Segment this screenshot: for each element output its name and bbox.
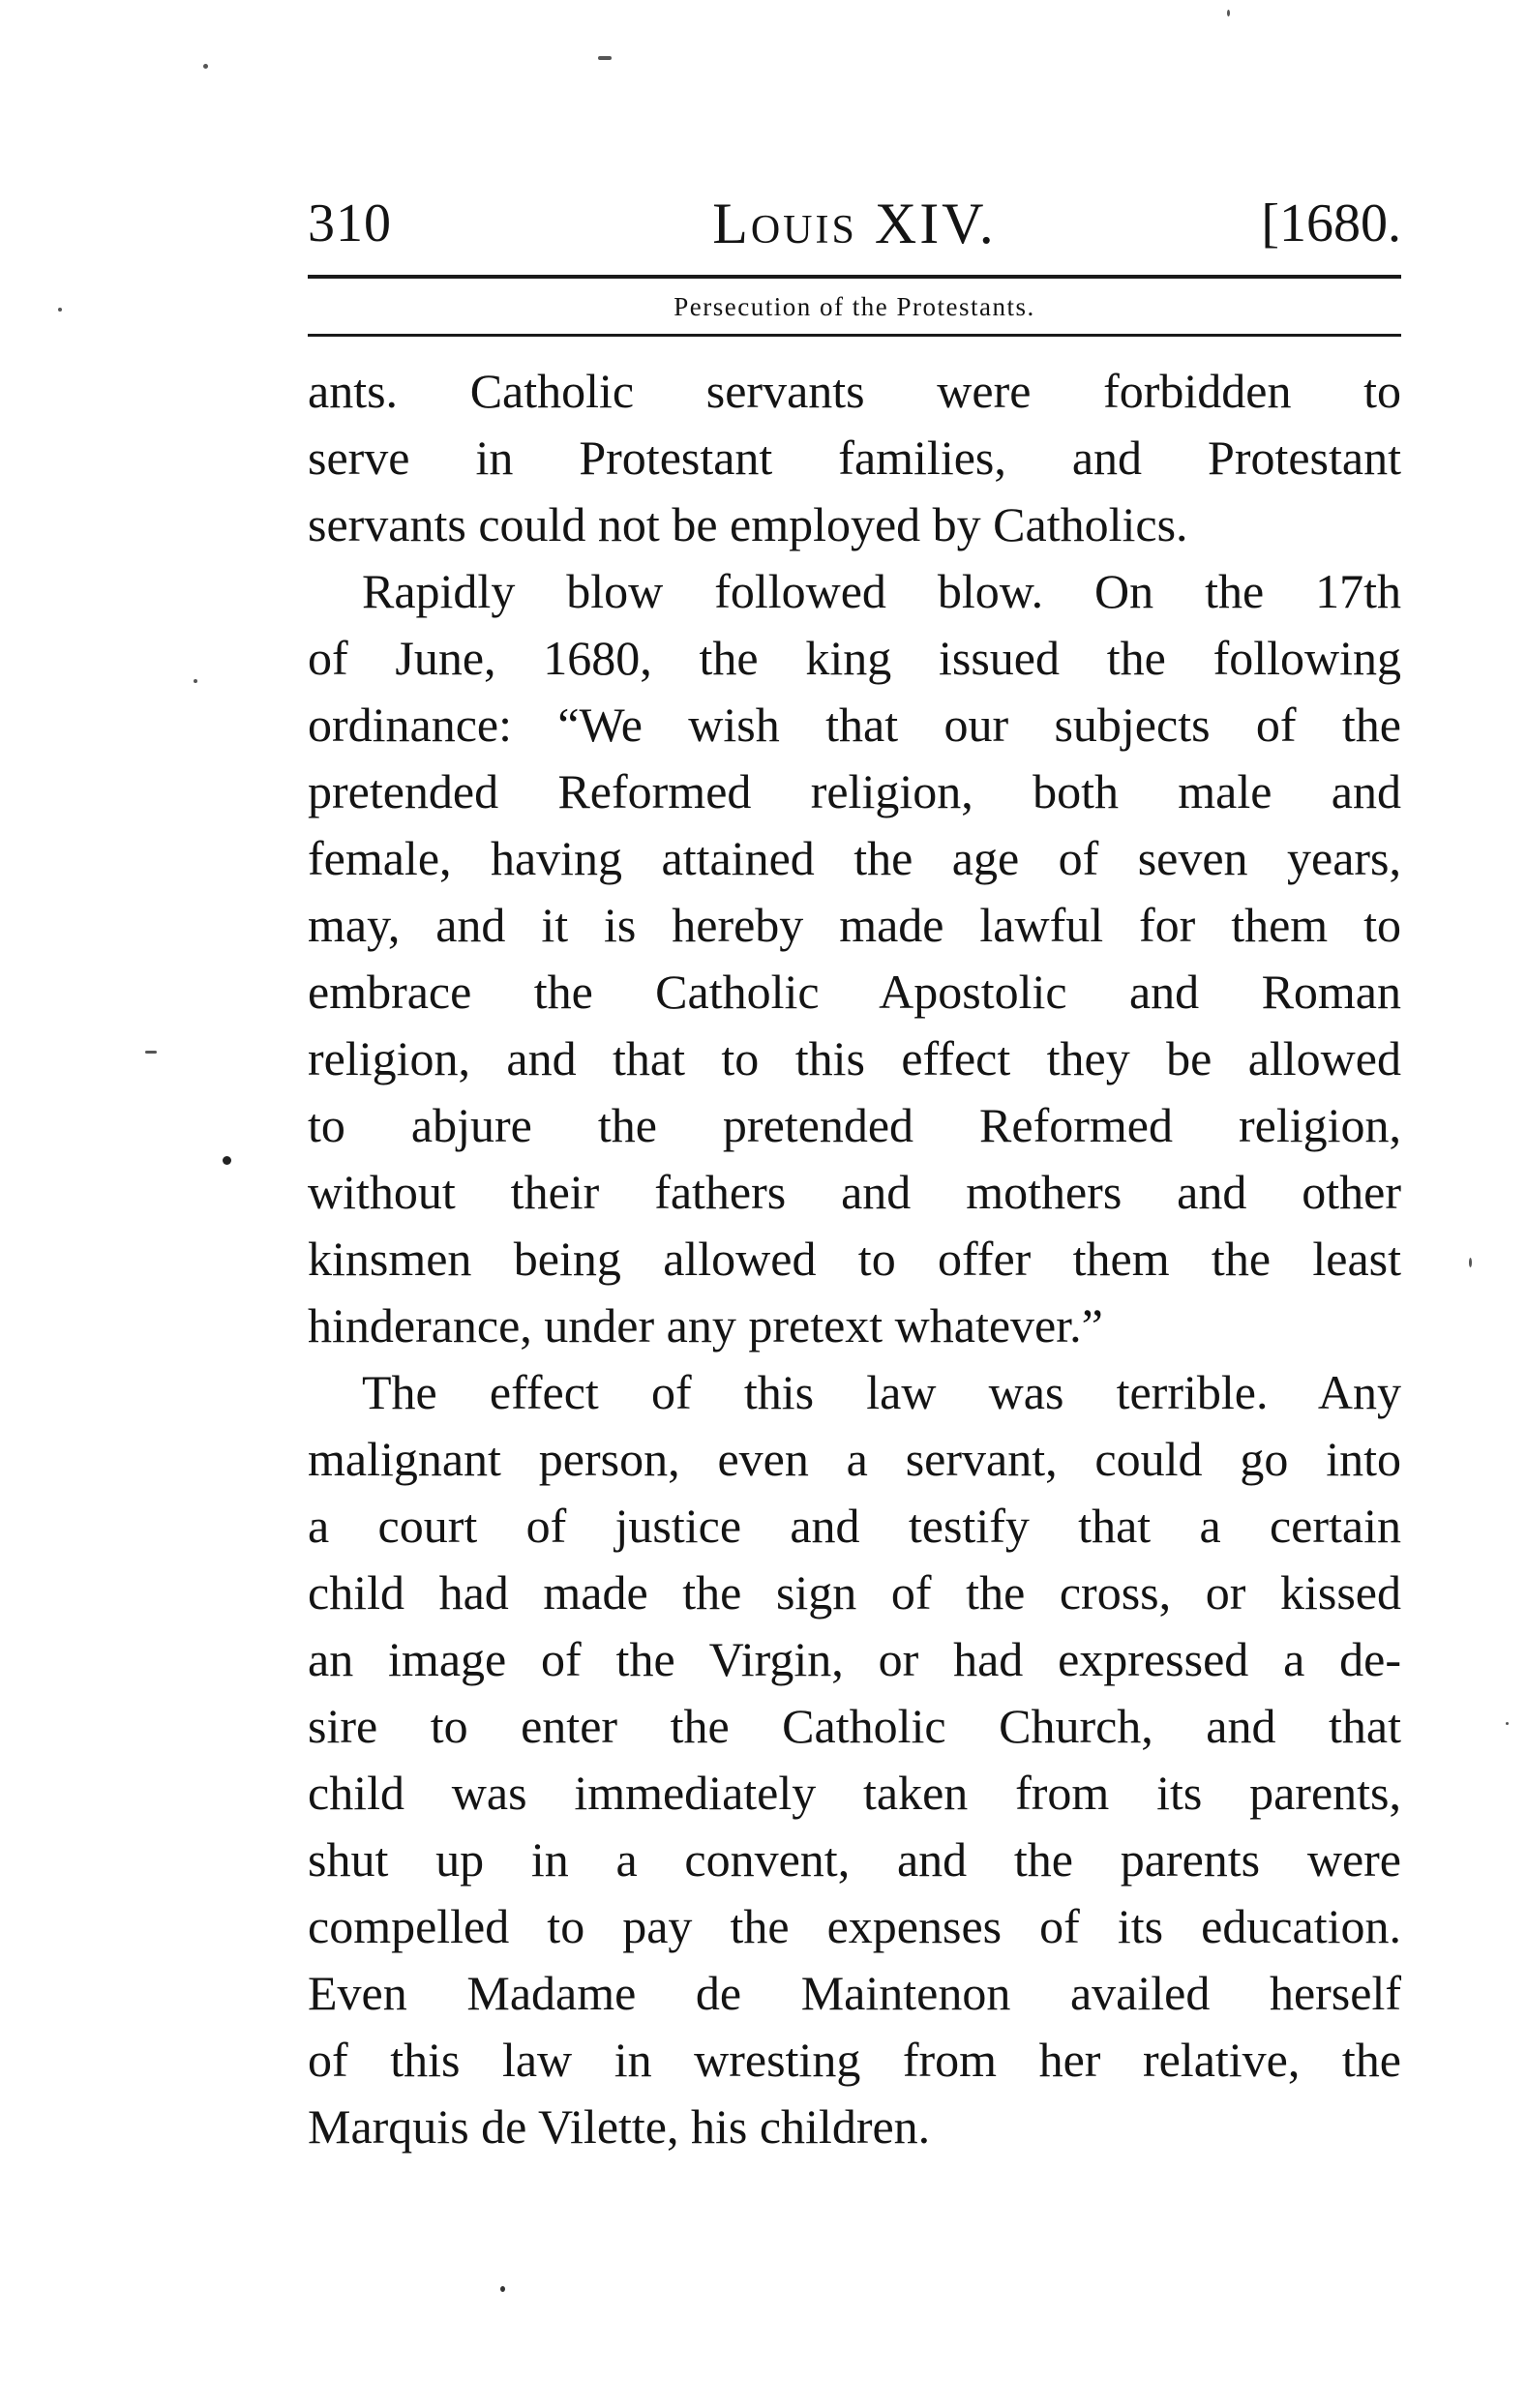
text-line: religion, and that to this effect they be allowed bbox=[308, 1031, 1401, 1085]
text-line: servants could not be employed by Catholics. bbox=[308, 497, 1188, 551]
scan-speck bbox=[203, 64, 208, 69]
text-line: female, having attained the age of seven years, bbox=[308, 831, 1401, 885]
text-line: child had made the sign of the cross, or kissed bbox=[308, 1565, 1401, 1620]
page-number: 310 bbox=[308, 193, 392, 253]
text-line: kinsmen being allowed to offer them the least bbox=[308, 1232, 1401, 1286]
scan-speck bbox=[223, 1156, 231, 1165]
scan-speck bbox=[145, 1051, 157, 1054]
text-line: sire to enter the Catholic Church, and that bbox=[308, 1699, 1401, 1753]
page-header bbox=[308, 190, 1401, 257]
text-line: malignant person, even a servant, could go into bbox=[308, 1432, 1401, 1486]
text-line: of June, 1680, the king issued the following bbox=[308, 631, 1401, 685]
scan-speck bbox=[500, 2286, 505, 2292]
scan-speck bbox=[1506, 1722, 1509, 1725]
text-line: child was immediately taken from its parents, bbox=[308, 1766, 1401, 1820]
text-line: a court of justice and testify that a certain bbox=[308, 1499, 1401, 1553]
text-line: hinderance, under any pretext whatever.” bbox=[308, 1298, 1103, 1353]
text-line: embrace the Catholic Apostolic and Roman bbox=[308, 965, 1401, 1019]
header-rule-top bbox=[308, 275, 1401, 279]
scan-speck bbox=[1469, 1258, 1472, 1267]
scan-speck bbox=[1227, 10, 1230, 16]
text-line: without their fathers and mothers and other bbox=[308, 1165, 1401, 1219]
running-title: Louis XIV. bbox=[712, 192, 997, 255]
text-line: Rapidly blow followed blow. On the 17th bbox=[362, 564, 1401, 618]
body-text bbox=[308, 358, 1401, 2160]
text-line: to abjure the pretended Reformed religion, bbox=[308, 1098, 1401, 1152]
text-line: Even Madame de Maintenon availed herself bbox=[308, 1966, 1401, 2020]
header-rule-bottom bbox=[308, 334, 1401, 337]
scan-speck bbox=[194, 679, 197, 683]
text-line: of this law in wresting from her relative, the bbox=[308, 2033, 1401, 2087]
text-line: compelled to pay the expenses of its education. bbox=[308, 1899, 1401, 1953]
text-line: may, and it is hereby made lawful for them to bbox=[308, 898, 1401, 952]
text-line: serve in Protestant families, and Protestant bbox=[308, 431, 1401, 485]
text-line: pretended Reformed religion, both male and bbox=[308, 764, 1401, 818]
text-line: ants. Catholic servants were forbidden to bbox=[308, 364, 1401, 418]
text-line: ordinance: “We wish that our subjects of the bbox=[308, 698, 1401, 752]
section-subtitle: Persecution of the Protestants. bbox=[674, 292, 1035, 321]
scan-speck bbox=[58, 308, 62, 312]
text-line: Marquis de Vilette, his children. bbox=[308, 2099, 931, 2154]
text-line: an image of the Virgin, or had expressed a de- bbox=[308, 1632, 1401, 1686]
text-line: The effect of this law was terrible. Any bbox=[362, 1365, 1401, 1419]
text-line: shut up in a convent, and the parents were bbox=[308, 1832, 1401, 1887]
header-date: [1680. bbox=[1261, 193, 1401, 253]
scan-speck bbox=[598, 56, 612, 60]
